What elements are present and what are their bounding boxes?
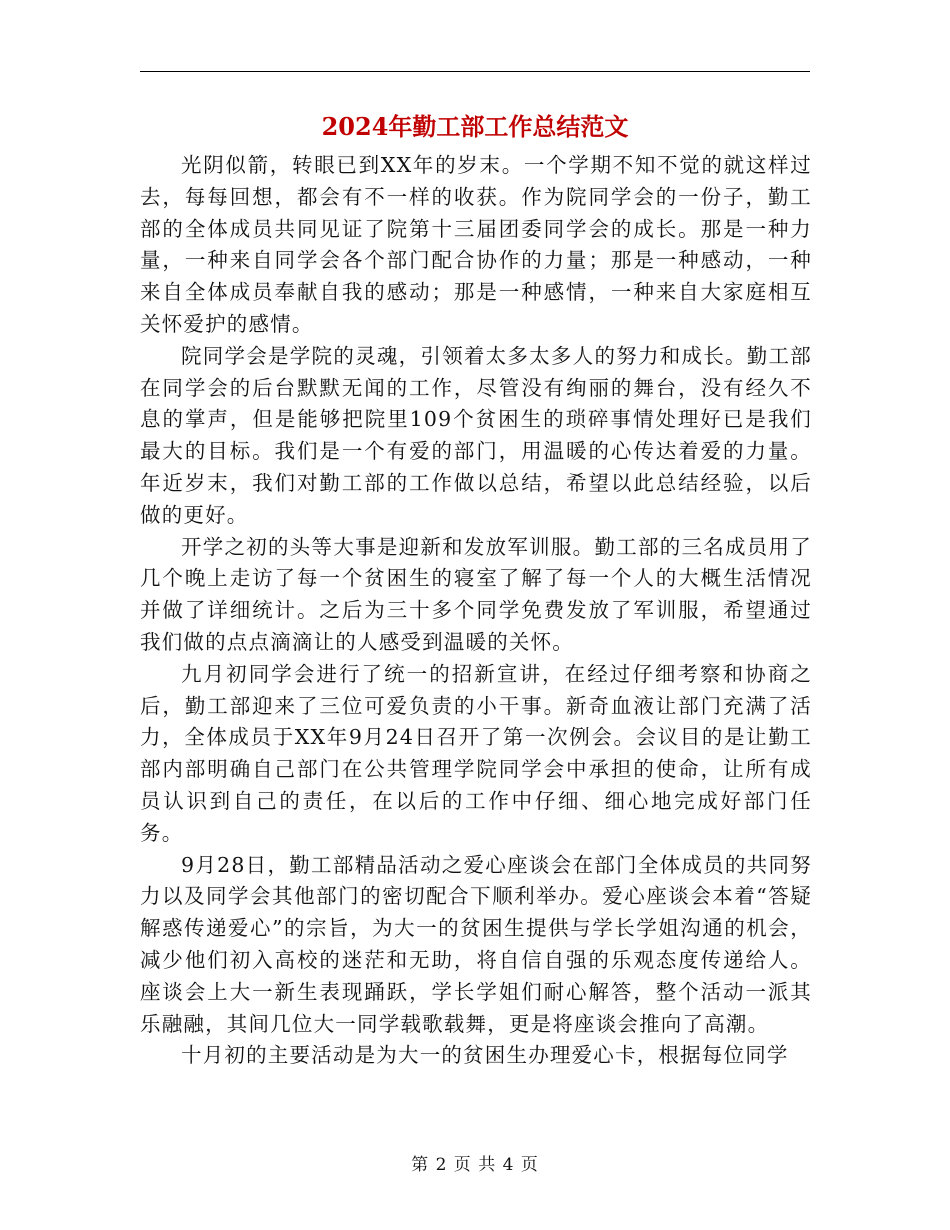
paragraph-6: 十月初的主要活动是为大一的贫困生办理爱心卡，根据每位同学 xyxy=(181,1043,789,1068)
document-title: 2024年勤工部工作总结范文 xyxy=(321,112,629,141)
document-body xyxy=(140,150,812,1072)
paragraph-2: 院同学会是学院的灵魂，引领着太多太多人的努力和成长。勤工部在同学会的后台默默无闻的工作，尽管没有绚丽的舞台，没有经久不息的掌声，但是能够把院里109个贫困生的琐碎事情处理好已是我们最大的目标。我们是一个有爱的部门，用温暖的心传达着爱的力量。年近岁末，我们对勤工部的工作做以总结，希望以此总结经验，以后做的更好。 xyxy=(140,343,812,527)
paragraph-4: 九月初同学会进行了统一的招新宣讲，在经过仔细考察和协商之后，勤工部迎来了三位可爱负责的小干事。新奇血液让部门充满了活力，全体成员于XX年9月24日召开了第一次例会。会议目的是让勤工部内部明确自己部门在公共管理学院同学会中承担的使命，让所有成员认识到自己的责任，在以后的工作中仔细、细心地完成好部门任务。 xyxy=(140,661,812,845)
paragraph-3: 开学之初的头等大事是迎新和发放军训服。勤工部的三名成员用了几个晚上走访了每一个贫困生的寝室了解了每一个人的大概生活情况并做了详细统计。之后为三十多个同学免费发放了军训服，希望通过我们做的点点滴滴让的人感受到温暖的关怀。 xyxy=(140,534,812,654)
page-number-footer: 第 2 页 共 4 页 xyxy=(411,1155,539,1175)
header-rule xyxy=(140,71,810,72)
paragraph-5: 9月28日，勤工部精品活动之爱心座谈会在部门全体成员的共同努力以及同学会其他部门的密切配合下顺利举办。爱心座谈会本着“答疑解惑传递爱心”的宗旨，为大一的贫困生提供与学长学姐沟通的机会，减少他们初入高校的迷茫和无助，将自信自强的乐观态度传递给人。座谈会上大一新生表现踊跃，学长学姐们耐心解答，整个活动一派其乐融融，其间几位大一同学载歌载舞，更是将座谈会推向了高潮。 xyxy=(140,852,812,1036)
paragraph-1: 光阴似箭，转眼已到XX年的岁末。一个学期不知不觉的就这样过去，每每回想，都会有不一样的收获。作为院同学会的一份子，勤工部的全体成员共同见证了院第十三届团委同学会的成长。那是一种力量，一种来自同学会各个部门配合协作的力量；那是一种感动，一种来自全体成员奉献自我的感动；那是一种感情，一种来自大家庭相互关怀爱护的感情。 xyxy=(140,153,812,336)
